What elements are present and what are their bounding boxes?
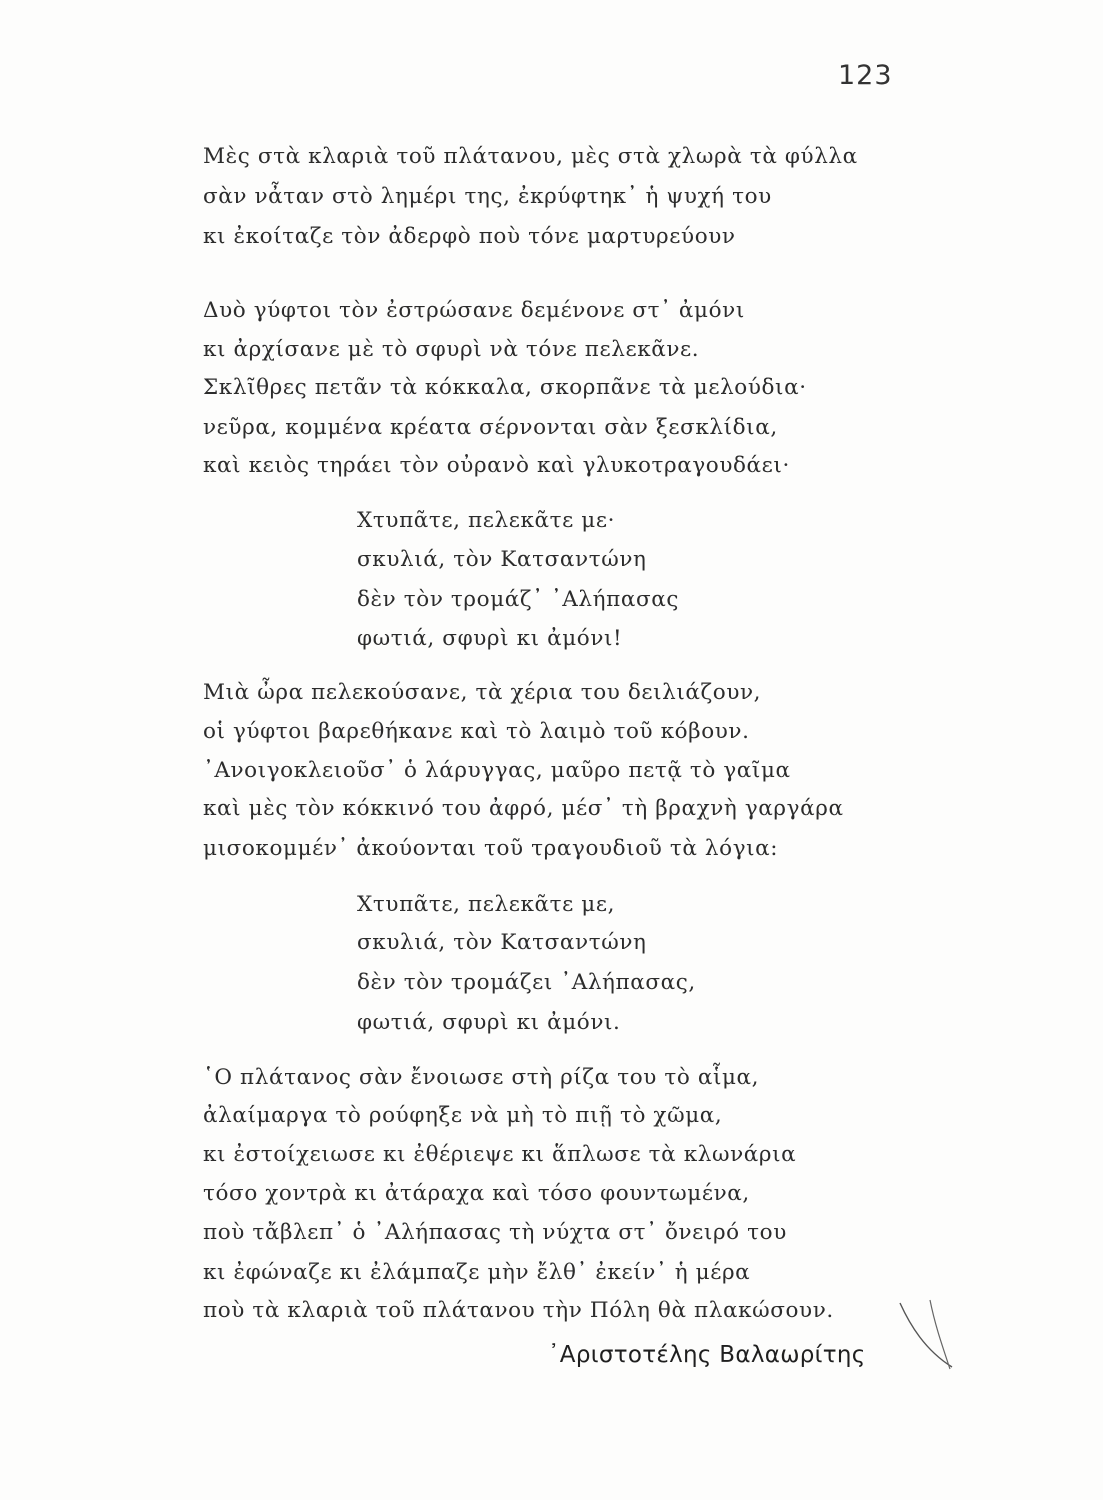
refrain-line: Χτυπᾶτε, πελεκᾶτε με,: [357, 892, 616, 917]
poem-line: καὶ κειὸς τηράει τὸν οὐρανὸ καὶ γλυκοτραγουδάει·: [203, 453, 790, 478]
poem-line: οἱ γύφτοι βαρεθήκανε καὶ τὸ λαιμὸ τοῦ κόβουν.: [203, 719, 750, 744]
poem-line: καὶ μὲς τὸν κόκκινό του ἀφρό, μέσ᾿ τὴ βραχνὴ γαργάρα: [203, 796, 844, 821]
poem-line: Μὲς στὰ κλαριὰ τοῦ πλάτανου, μὲς στὰ χλωρὰ τὰ φύλλα: [203, 144, 858, 169]
poem-line: νεῦρα, κομμένα κρέατα σέρνονται σὰν ξεσκλίδια,: [203, 415, 778, 440]
refrain-line: σκυλιά, τὸν Κατσαντώνη: [357, 547, 647, 572]
poem-line: Δυὸ γύφτοι τὸν ἐστρώσανε δεμένονε στ᾿ ἀμόνι: [203, 298, 745, 323]
poem-line: ποὺ τὰ κλαριὰ τοῦ πλάτανου τὴν Πόλη θὰ πλακώσουν.: [203, 1298, 834, 1323]
refrain-line: φωτιά, σφυρὶ κι ἀμόνι!: [357, 626, 623, 651]
poem-line: ῾Ο πλάτανος σὰν ἔνοιωσε στὴ ρίζα του τὸ αἷμα,: [203, 1065, 760, 1090]
poem-line: ποὺ τἄβλεπ᾿ ὁ ᾿Αλήπασας τὴ νύχτα στ᾿ ὄνειρό του: [203, 1220, 787, 1245]
author-signature: ᾿Αριστοτέλης Βαλαωρίτης: [548, 1342, 866, 1368]
poem-line: μισοκομμέν᾿ ἀκούονται τοῦ τραγουδιοῦ τὰ λόγια:: [203, 836, 779, 861]
page-number: 123: [838, 60, 893, 91]
poem-line: κι ἐκοίταζε τὸν ἀδερφὸ ποὺ τόνε μαρτυρεύουν: [203, 224, 736, 249]
poem-line: Μιὰ ὦρα πελεκούσανε, τὰ χέρια του δειλιάζουν,: [203, 680, 762, 705]
refrain-line: δὲν τὸν τρομάζ᾿ ᾿Αλήπασας: [357, 587, 680, 612]
poem-line: ᾿Ανοιγοκλειοῦσ᾿ ὁ λάρυγγας, μαῦρο πετᾷ τὸ γαῖμα: [203, 758, 791, 783]
refrain-line: δὲν τὸν τρομάζει ᾿Αλήπασας,: [357, 970, 696, 995]
refrain-line: σκυλιά, τὸν Κατσαντώνη: [357, 930, 647, 955]
poem-line: κι ἀρχίσανε μὲ τὸ σφυρὶ νὰ τόνε πελεκᾶνε.: [203, 337, 700, 362]
poem-line: κι ἐστοίχειωσε κι ἐθέριεψε κι ἅπλωσε τὰ κλωνάρια: [203, 1142, 797, 1167]
refrain-line: Χτυπᾶτε, πελεκᾶτε με·: [357, 508, 616, 533]
poem-line: τόσο χοντρὰ κι ἀτάραχα καὶ τόσο φουντωμένα,: [203, 1181, 750, 1206]
refrain-line: φωτιά, σφυρὶ κι ἀμόνι.: [357, 1010, 621, 1035]
poem-line: σὰν νἆταν στὸ λημέρι της, ἐκρύφτηκ᾿ ἡ ψυχή του: [203, 184, 772, 209]
poem-line: κι ἐφώναζε κι ἐλάμπαζε μὴν ἔλθ᾿ ἐκείν᾿ ἡ μέρα: [203, 1260, 751, 1285]
pencil-margin-mark: [890, 1295, 960, 1375]
poem-line: Σκλῖθρες πετᾶν τὰ κόκκαλα, σκορπᾶνε τὰ μελούδια·: [203, 375, 807, 400]
poem-line: ἀλαίμαργα τὸ ρούφηξε νὰ μὴ τὸ πιῇ τὸ χῶμα,: [203, 1103, 723, 1128]
